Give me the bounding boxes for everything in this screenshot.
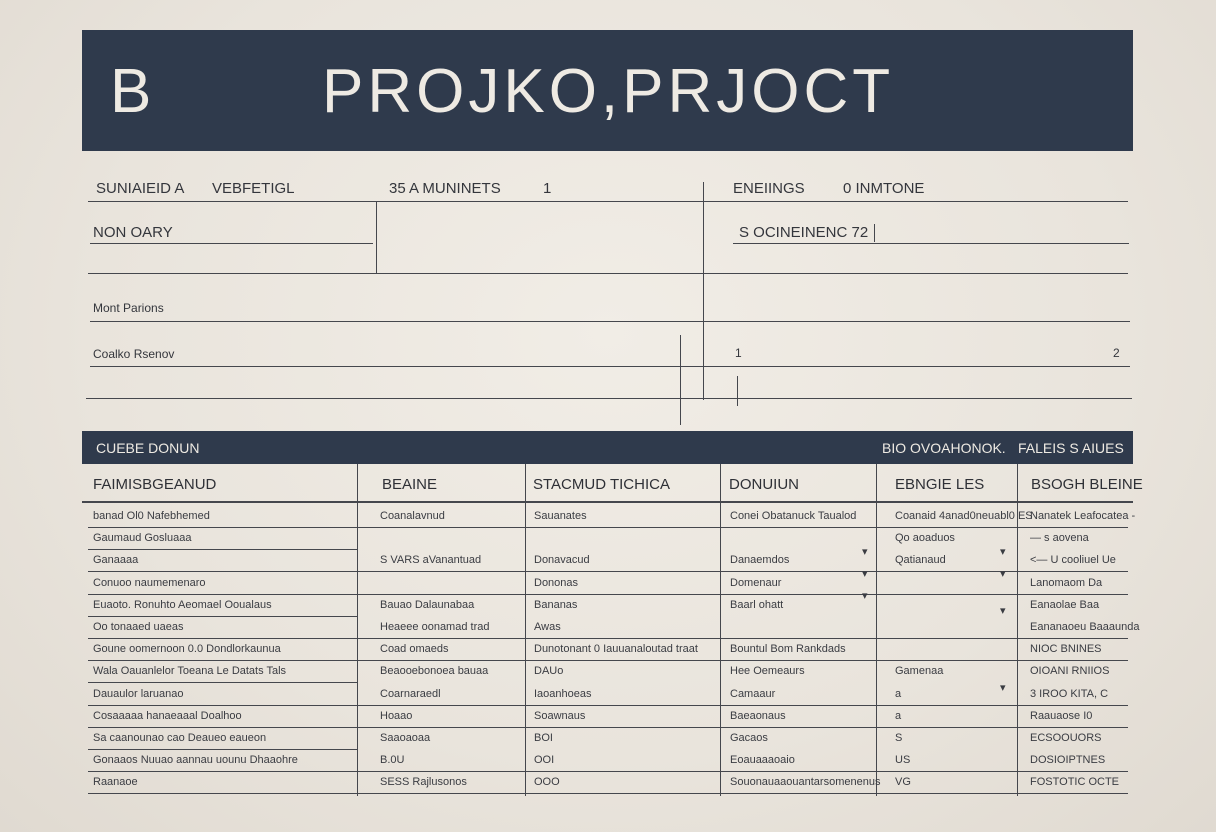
divider-vertical (376, 201, 377, 273)
column-header: BSOGH BLEINE (1031, 476, 1143, 493)
table-cell: Hee Oemeaurs (730, 665, 805, 677)
summary-label-d: ENEIINGS (733, 180, 805, 197)
table-cell: Nanatek Leafocatea - (1030, 510, 1136, 522)
table-cell: Baeaonaus (730, 710, 786, 722)
table-cell: SESS Rajlusonos (380, 776, 467, 788)
summary-label-b: VEBFETIGL (212, 180, 295, 197)
table-cell: OOO (534, 776, 560, 788)
table-row (88, 571, 1128, 572)
table-row (88, 549, 358, 550)
table-cell: Raanaoe (93, 776, 138, 788)
table-cell: VG (895, 776, 911, 788)
table-cell: Gaumaud Gosluaaa (93, 532, 192, 544)
table-cell: NIOC BNINES (1030, 643, 1102, 655)
field-s-ocinen: S OCINEINENC 72 (739, 224, 869, 241)
divider (90, 321, 1130, 322)
table-cell: Dunotonant 0 Iauuanaloutad traat (534, 643, 698, 655)
column-header: FAIMISBGEANUD (93, 476, 217, 493)
column-header: EBNGIE LES (895, 476, 985, 493)
divider-vertical (703, 182, 704, 400)
table-cell: Dononas (534, 577, 579, 589)
header-divider (82, 501, 1133, 503)
marker-2: 2 (1113, 346, 1120, 360)
table-cell: Bananas (534, 599, 578, 611)
summary-num: 1 (543, 180, 552, 197)
table-cell: Coanalavnud (380, 510, 445, 522)
table-cell: Dauaulor laruanao (93, 688, 184, 700)
tick-mark: ▾ (1000, 546, 1006, 558)
table-cell: Donavacud (534, 554, 590, 566)
table-cell: Eoauaaaoaio (730, 754, 795, 766)
tick-mark: ▾ (862, 546, 868, 558)
table-cell: Camaaur (730, 688, 776, 700)
table-cell: Goune oomernoon 0.0 Dondlorkaunua (93, 643, 281, 655)
table-cell: S VARS aVanantuad (380, 554, 482, 566)
table-cell: Domenaur (730, 577, 782, 589)
table-cell: Wala Oauanlelor Toeana Le Datats Tals (93, 665, 287, 677)
column-header: DONUIUN (729, 476, 799, 493)
table-cell: Beaooebonoea bauaa (380, 665, 489, 677)
field-non-oary: NON OARY (93, 224, 173, 241)
table-cell: Saaoaoaa (380, 732, 431, 744)
column-header: STACMUD TICHICA (533, 476, 670, 493)
table-cell: DOSIOIPTNES (1030, 754, 1106, 766)
table-cell: B.0U (380, 754, 405, 766)
column-header: BEAINE (382, 476, 438, 493)
banner-letter: B (110, 57, 154, 126)
table-row (88, 638, 1128, 639)
table-cell: Gamenaa (895, 665, 944, 677)
table-row (88, 660, 1128, 661)
table-cell: Euaoto. Ronuhto Aeomael Ooualaus (93, 599, 272, 611)
table-cell: Coanaid 4anad0neuabl0 ES (895, 510, 1033, 522)
table-cell: ECSOOUORS (1030, 732, 1102, 744)
table-cell: Souonauaaouantarsomenenus (730, 776, 881, 788)
table-cell: Gacaos (730, 732, 768, 744)
table-cell: Soawnaus (534, 710, 586, 722)
table-row (88, 771, 1128, 772)
table-cell: FOSTOTIC OCTE (1030, 776, 1120, 788)
tick-mark: ▾ (862, 590, 868, 602)
table-cell: Conuoo naumemenaro (93, 577, 206, 589)
table-title: CUEBE DONUN (96, 440, 200, 456)
column-separator (720, 464, 721, 796)
table-cell: Bountul Bom Rankdads (730, 643, 846, 655)
column-separator (357, 464, 358, 796)
page-title: PROJKO,PRJOCT (322, 57, 895, 126)
table-cell: Lanomaom Da (1030, 577, 1103, 589)
table-cell: Baarl ohatt (730, 599, 784, 611)
table-cell: a (895, 688, 902, 700)
column-separator (525, 464, 526, 796)
divider (733, 243, 1129, 244)
table-cell: S (895, 732, 903, 744)
table-cell: Coarnaraedl (380, 688, 441, 700)
table-cell: BOI (534, 732, 553, 744)
divider-vertical (737, 376, 738, 406)
table-row (88, 594, 1128, 595)
divider (90, 366, 1130, 367)
table-cell: OIOANI RNIIOS (1030, 665, 1110, 677)
table-values-label: FALEIS S AIUES (1018, 440, 1124, 456)
column-separator (876, 464, 877, 796)
table-cell: Coad omaeds (380, 643, 449, 655)
table-cell: — s aovena (1030, 532, 1089, 544)
summary-label-a: SUNIAIEID A (96, 180, 185, 197)
divider (88, 201, 1128, 202)
table-cell: US (895, 754, 911, 766)
divider (86, 398, 1132, 399)
divider-vertical (680, 335, 681, 425)
table-title-bar (82, 431, 1133, 464)
table-cell: OOI (534, 754, 555, 766)
tick-mark: ▾ (1000, 682, 1006, 694)
divider (90, 243, 373, 244)
title-banner (82, 30, 1133, 151)
table-cell: Cosaaaaa hanaeaaal Doalhoo (93, 710, 242, 722)
table-cell: Iaoanhoeas (534, 688, 592, 700)
tick-mark: ▾ (1000, 605, 1006, 617)
table-cell: 3 IROO KITA, C (1030, 688, 1109, 700)
table-row (88, 727, 1128, 728)
cursor-mark (874, 224, 875, 242)
summary-label-e: 0 INMTONE (843, 180, 925, 197)
table-row (88, 682, 358, 683)
table-cell: Gonaaos Nuuao aannau uounu Dhaaohre (93, 754, 298, 766)
table-cell: Qo aoaduos (895, 532, 955, 544)
field-coalko: Coalko Rsenov (93, 347, 175, 361)
table-cell: Bauao Dalaunabaa (380, 599, 475, 611)
table-cell: Eanaolae Baa (1030, 599, 1100, 611)
marker-1: 1 (735, 346, 742, 360)
table-cell: a (895, 710, 902, 722)
table-cell: Raauaose I0 (1030, 710, 1093, 722)
table-row (88, 616, 358, 617)
table-cell: Hoaao (380, 710, 413, 722)
tick-mark: ▾ (1000, 568, 1006, 580)
table-cell: Sauanates (534, 510, 587, 522)
table-row (88, 705, 1128, 706)
summary-label-c: 35 A MUNINETS (389, 180, 501, 197)
table-cell: Heaeee oonamad trad (380, 621, 490, 633)
table-row (88, 793, 1128, 794)
table-subtitle: BIO OVOAHONOK. (882, 440, 1006, 456)
field-mont-pariors: Mont Parions (93, 301, 164, 315)
table-cell: Eananaoeu Baaaunda (1030, 621, 1140, 633)
table-cell: Awas (534, 621, 561, 633)
table-cell: DAUo (534, 665, 564, 677)
table-cell: Sa caanounao cao Deaueo eaueon (93, 732, 267, 744)
table-cell: banad Ol0 Nafebhemed (93, 510, 210, 522)
table-cell: <— U cooliuel Ue (1030, 554, 1116, 566)
table-cell: Conei Obatanuck Taualod (730, 510, 857, 522)
table-cell: Qatianaud (895, 554, 946, 566)
table-cell: Ganaaaa (93, 554, 139, 566)
divider (88, 273, 1128, 274)
tick-mark: ▾ (862, 568, 868, 580)
table-cell: Danaemdos (730, 554, 790, 566)
table-cell: Oo tonaaed uaeas (93, 621, 184, 633)
table-row (88, 527, 1128, 528)
table-row (88, 749, 358, 750)
